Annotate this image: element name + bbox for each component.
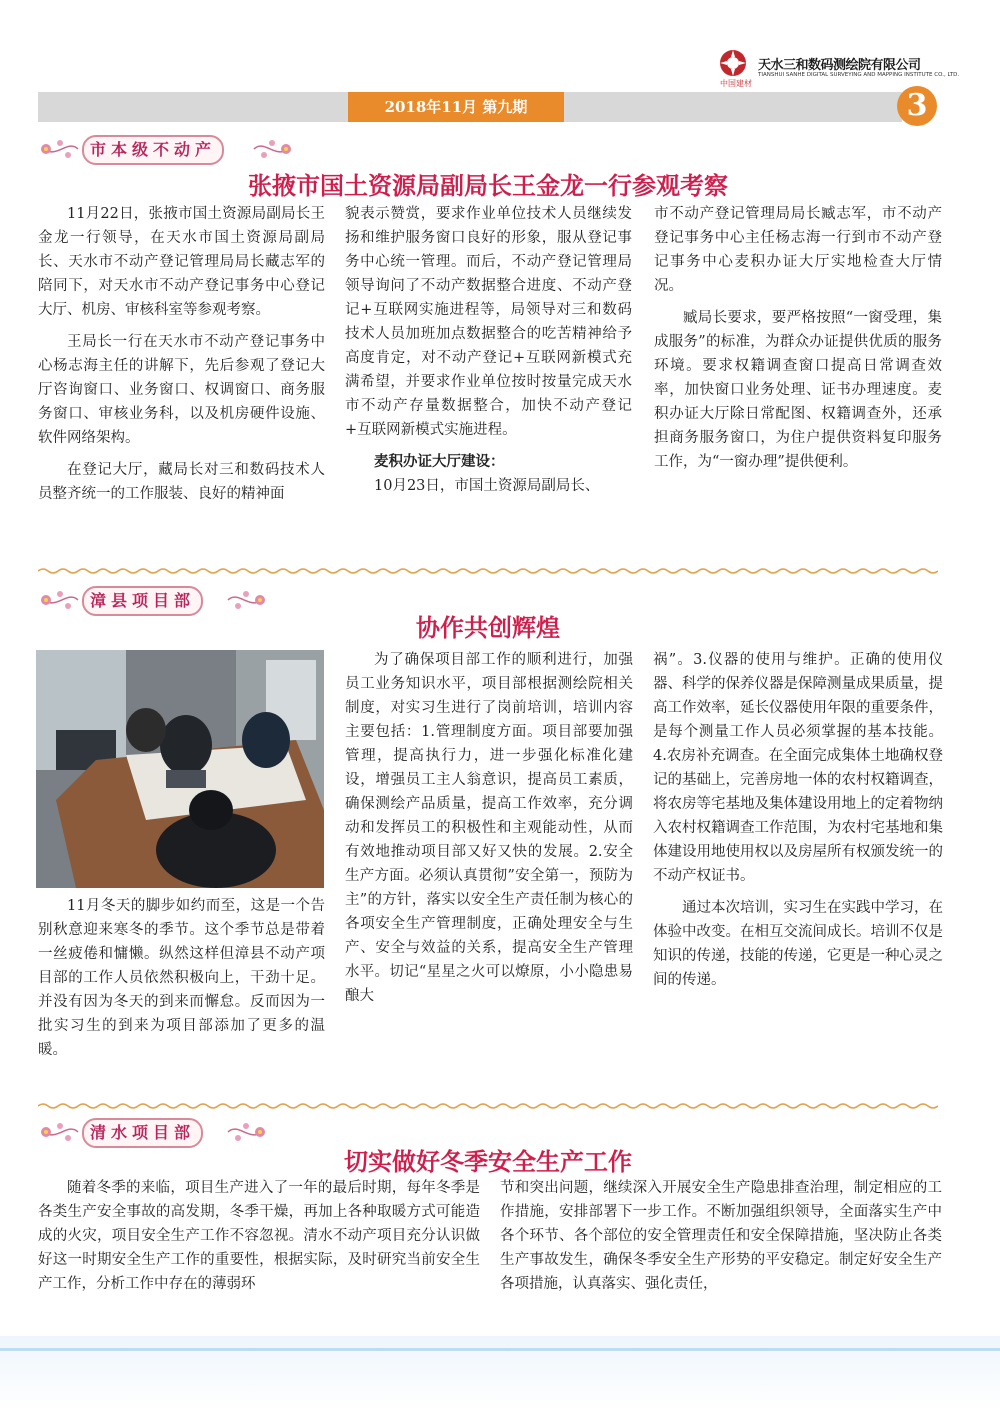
article-1-column-3 bbox=[654, 202, 942, 474]
paragraph: 为了确保项目部工作的顺利进行，加强员工业务知识水平，项目部根据测绘院相关制度，对实习生进行了岗前培训，培训内容主要包括：1.管理制度方面。项目部要加强管理，提高执行力，进一步强化标准化建设，增强员工主人翁意识，提高员工素质，确保测绘产品质量，提高工作效率，充分调动和发挥员工的积极性和主观能动性，从而有效地推动项目部又好又快的发展。2.安全生产方面。必须认真贯彻”安全第一，预防为主”的方针，落实以安全生产责任制为核心的各项安全生产管理制度，正确处理安全与生产、安全与效益的关系，提高安全生产管理水平。切记“星星之火可以燎原，小小隐患易酿大 bbox=[345, 652, 633, 1004]
section-tag-1 bbox=[38, 133, 298, 165]
article-title-2: 协作共创辉煌 bbox=[416, 614, 560, 642]
section-tag-label: 市本级不动产 bbox=[82, 135, 224, 165]
section-tag-label: 清水项目部 bbox=[82, 1118, 203, 1148]
paragraph: 随着冬季的来临，项目生产进入了一年的最后时期，每年冬季是各类生产安全事故的高发期，冬季干燥，再加上各种取暖方式可能造成的火灾，项目安全生产工作不容忽视。清水不动产项目充分认识做好这一时期安全生产工作的重要性，根据实际，及时研究当前安全生产工作，分析工作中存在的薄弱环 bbox=[38, 1180, 480, 1292]
article-1-column-2 bbox=[345, 202, 632, 498]
article-3-column-1 bbox=[38, 1176, 480, 1296]
flower-ornament-icon bbox=[252, 133, 294, 165]
paragraph: 臧局长要求，要严格按照“一窗受理，集成服务”的标准，为群众办证提供优质的服务环境。要求权籍调查窗口提高日常调查效率，加快窗口业务处理、证书办理速度。麦积办证大厅除日常配图、权籍调查外，还承担商务服务窗口，为住户提供资料复印服务工作，为“一窗办理”提供便利。 bbox=[654, 310, 942, 470]
article-3-column-2 bbox=[500, 1176, 942, 1296]
paragraph: 10月23日，市国土资源局副局长、 bbox=[374, 478, 600, 494]
issue-label: 2018年11月 第九期 bbox=[348, 92, 564, 122]
paragraph: 11月冬天的脚步如约而至，这是一个告别秋意迎来寒冬的季节。这个季节总是带着一丝疲倦和慵懒。纵然这样但漳县不动产项目部的工作人员依然积极向上，干劲十足。并没有因为冬天的到来而懈怠。反而因为一批实习生的到来为项目部添加了更多的温暖。 bbox=[38, 898, 325, 1058]
subheading: 麦积办证大厅建设： bbox=[374, 453, 505, 470]
company-name-en: TIANSHUI SANHE DIGITAL SURVEYING AND MAPPING INSTITUTE CO., LTD. bbox=[758, 72, 960, 78]
paragraph: 在登记大厅，藏局长对三和数码技术人员整齐统一的工作服装、良好的精神面 bbox=[38, 462, 325, 502]
paragraph: 通过本次培训，实习生在实践中学习，在体验中改变。在相互交流间成长。培训不仅是知识的传递，技能的传递，它更是一种心灵之间的传递。 bbox=[653, 900, 943, 988]
section-divider bbox=[38, 567, 938, 575]
company-logo bbox=[718, 48, 960, 90]
article-2-column-3 bbox=[653, 648, 943, 992]
page-number: 3 bbox=[897, 86, 937, 126]
article-2-column-1 bbox=[38, 894, 325, 1062]
paragraph: 祸”。3.仪器的使用与维护。正确的使用仪器、科学的保养仪器是保障测量成果质量，提高工作效率，延长仪器使用年限的重要条件，是每个测量工作人员必须掌握的基本技能。 4.农房补充调查。在全面完成集体土地确权登记的基础上，完善房地一体的农村权籍调查，将农房等宅基地及集体建设用地上的定着物纳入农村权籍调查工作范围，为农村宅基地和集体建设用地使用权以及房屋所有权颁发统一的不动产权证书。 bbox=[653, 652, 943, 884]
article-title-3: 切实做好冬季安全生产工作 bbox=[344, 1148, 632, 1176]
company-logo-icon bbox=[718, 48, 748, 78]
footer-line bbox=[0, 1348, 1000, 1351]
paragraph: 市不动产登记管理局局长臧志军，市不动产登记事务中心主任杨志海一行到市不动产登记事务中心麦积办证大厅实地检查大厅情况。 bbox=[654, 206, 942, 294]
logo-caption: 中国建材 bbox=[720, 79, 752, 88]
company-name: 天水三和数码测绘院有限公司 bbox=[758, 58, 921, 73]
flower-ornament-icon bbox=[38, 133, 80, 165]
article-title-1: 张掖市国土资源局副局长王金龙一行参观考察 bbox=[248, 172, 728, 200]
training-photo bbox=[36, 650, 324, 888]
section-divider bbox=[38, 1102, 938, 1110]
article-2-column-2 bbox=[345, 648, 633, 1008]
paragraph: 王局长一行在天水市不动产登记事务中心杨志海主任的讲解下，先后参观了登记大厅咨询窗口、业务窗口、权调窗口、商务服务窗口、审核业务科，以及机房硬件设施、软件网络架构。 bbox=[38, 334, 325, 446]
paragraph: 11月22日，张掖市国土资源局副局长王金龙一行领导，在天水市国土资源局副局长、天水市不动产登记管理局局长藏志军的陪同下，对天水市不动产登记事务中心登记大厅、机房、审核科室等参观考察。 bbox=[38, 206, 325, 318]
paragraph: 节和突出问题，继续深入开展安全生产隐患排查治理，制定相应的工作措施，安排部署下一步工作。不断加强组织领导，全面落实生产中各个环节、各个部位的安全管理责任和安全保障措施，坚决防止各类生产事故发生，确保冬季安全生产形势的平安稳定。制定好安全生产各项措施，认真落实、强化责任， bbox=[500, 1180, 942, 1292]
paragraph: 貌表示赞赏，要求作业单位技术人员继续发扬和维护服务窗口良好的形象，服从登记事务中心统一管理。而后，不动产登记管理局领导询问了不动产数据整合进度、不动产登记+互联网实施进程等，局领导对三和数码技术人员加班加点数据整合的吃苦精神给予高度肯定，对不动产登记+互联网新模式充满希望，并要求作业单位按时按量完成天水市不动产存量数据整合，加快不动产登记+互联网新模式实施进程。 bbox=[345, 206, 632, 438]
section-tag-label: 漳县项目部 bbox=[82, 586, 203, 616]
article-1-column-1 bbox=[38, 202, 325, 506]
